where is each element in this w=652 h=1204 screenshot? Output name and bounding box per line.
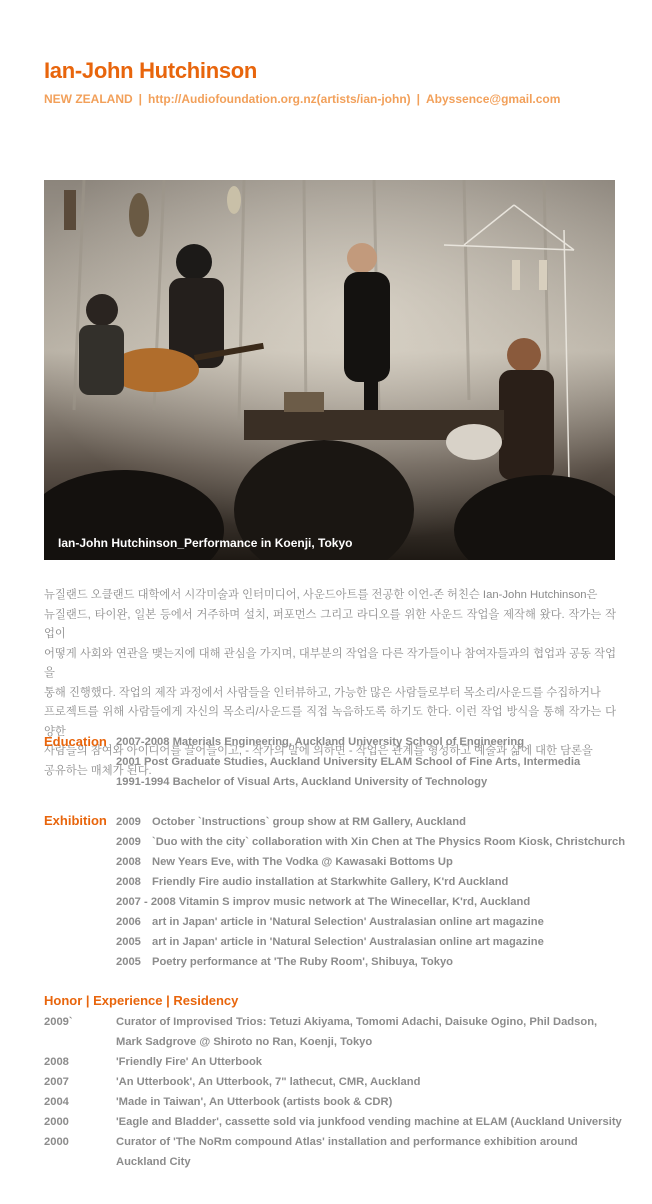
- honor-year: 2009`: [44, 1016, 73, 1028]
- exhibition-year: 2007 - 2008 Vitamin S improv music network at The Winecellar, K'rd, Auckland: [116, 896, 531, 908]
- exhibition-text: art in Japan' article in 'Natural Selection' Australasian online art magazine: [152, 936, 544, 948]
- exhibition-text: art in Japan' article in 'Natural Selection' Australasian online art magazine: [152, 916, 544, 928]
- separator: |: [416, 92, 421, 106]
- exhibition-year: 2006: [116, 916, 141, 928]
- honor-text: Curator of 'The NoRm compound Atlas' installation and performance exhibition around: [116, 1136, 578, 1148]
- intro-paragraph: [44, 586, 616, 781]
- intro-line: 프로젝트를 위해 사람들에게 자신의 목소리/사운드를 직접 녹음하도록 하기도 한다. 이런 작업 방식을 통해 작가는 다양한: [44, 706, 616, 738]
- education-item: 1991-1994 Bachelor of Visual Arts, Auckland University of Technology: [116, 776, 488, 788]
- intro-line: 통해 진행했다. 작업의 제작 과정에서 사람들을 인터뷰하고, 가능한 많은 사람들로부터 목소리/사운드를 수집하거나: [44, 686, 601, 699]
- honor-heading: Honor | Experience | Residency: [44, 993, 239, 1008]
- honor-year: 2008: [44, 1056, 69, 1068]
- country: NEW ZEALAND: [44, 92, 133, 106]
- honor-year: 2007: [44, 1076, 69, 1088]
- exhibition-year: 2009: [116, 816, 141, 828]
- honor-text: 'Eagle and Bladder', cassette sold via junkfood vending machine at ELAM (Auckland University: [116, 1116, 622, 1128]
- education-item: 2007-2008 Materials Engineering, Auckland University School of Engineering: [116, 736, 525, 748]
- separator: |: [138, 92, 143, 106]
- performance-photo: [44, 180, 615, 560]
- exhibition-year: 2005: [116, 936, 141, 948]
- honor-text: 'An Utterbook', An Utterbook, 7" lathecut, CMR, Auckland: [116, 1076, 421, 1088]
- exhibition-year: 2009: [116, 836, 141, 848]
- intro-line: 어떻게 사회와 연관을 맺는지에 대해 관심을 가지며, 대부분의 작업을 다른 작가들이나 참여자들과의 협업과 공동 작업을: [44, 647, 616, 679]
- intro-line: 공유하는 매체가 된다.: [44, 764, 152, 777]
- honor-year: 2000: [44, 1116, 69, 1128]
- exhibition-text: October `Instructions` group show at RM Gallery, Auckland: [152, 816, 466, 828]
- intro-line: 뉴질랜드, 타이완, 일본 등에서 거주하며 설치, 퍼포먼스 그리고 라디오를 위한 사운드 작업을 제작해 왔다. 작가는 작업이: [44, 608, 616, 640]
- intro-line: 사람들의 참여와 아이디어를 끌어들이고, - 작가의 말에 의하면 - 작업은 관계를 형성하고 예술과 삶에 대한 담론을: [44, 745, 593, 757]
- exhibition-text: Poetry performance at 'The Ruby Room', Shibuya, Tokyo: [152, 956, 454, 968]
- honor-text: 'Made in Taiwan', An Utterbook (artists book & CDR): [116, 1096, 393, 1108]
- artist-name: Ian-John Hutchinson: [44, 58, 258, 83]
- exhibition-text: Friendly Fire audio installation at Starkwhite Gallery, K'rd Auckland: [152, 876, 509, 888]
- honor-text: Curator of Improvised Trios: Tetuzi Akiyama, Tomomi Adachi, Daisuke Ogino, Phil Dadson,: [116, 1016, 598, 1028]
- honor-text: Auckland City: [116, 1156, 191, 1168]
- email-link[interactable]: Abyssence@gmail.com: [426, 92, 561, 106]
- honor-text: 'Friendly Fire' An Utterbook: [116, 1056, 263, 1068]
- exhibition-year: 2005: [116, 956, 141, 968]
- exhibition-year: 2008: [116, 856, 141, 868]
- exhibition-text: New Years Eve, with The Vodka @ Kawasaki Bottoms Up: [152, 856, 453, 868]
- photo-caption: Ian-John Hutchinson_Performance in Koenji, Tokyo: [58, 536, 353, 550]
- honor-year: 2004: [44, 1096, 69, 1108]
- exhibition-heading: Exhibition: [44, 813, 107, 828]
- contact-line: [44, 92, 560, 106]
- photo-image: [44, 180, 615, 560]
- honor-text: Mark Sadgrove @ Shiroto no Ran, Koenji, Tokyo: [116, 1036, 373, 1048]
- education-heading: Education: [44, 734, 107, 749]
- exhibition-text: `Duo with the city` collaboration with Xin Chen at The Physics Room Kiosk, Christchurch: [152, 836, 626, 848]
- education-item: 2001 Post Graduate Studies, Auckland University ELAM School of Fine Arts, Intermedia: [116, 756, 581, 768]
- honor-year: 2000: [44, 1136, 69, 1148]
- website-link[interactable]: http://Audiofoundation.org.nz(artists/ian-john): [148, 92, 411, 106]
- exhibition-year: 2008: [116, 876, 141, 888]
- intro-line: 뉴질랜드 오클랜드 대학에서 시각미술과 인터미디어, 사운드아트를 전공한 이언-존 허친슨 Ian-John Hutchinson은: [44, 589, 598, 601]
